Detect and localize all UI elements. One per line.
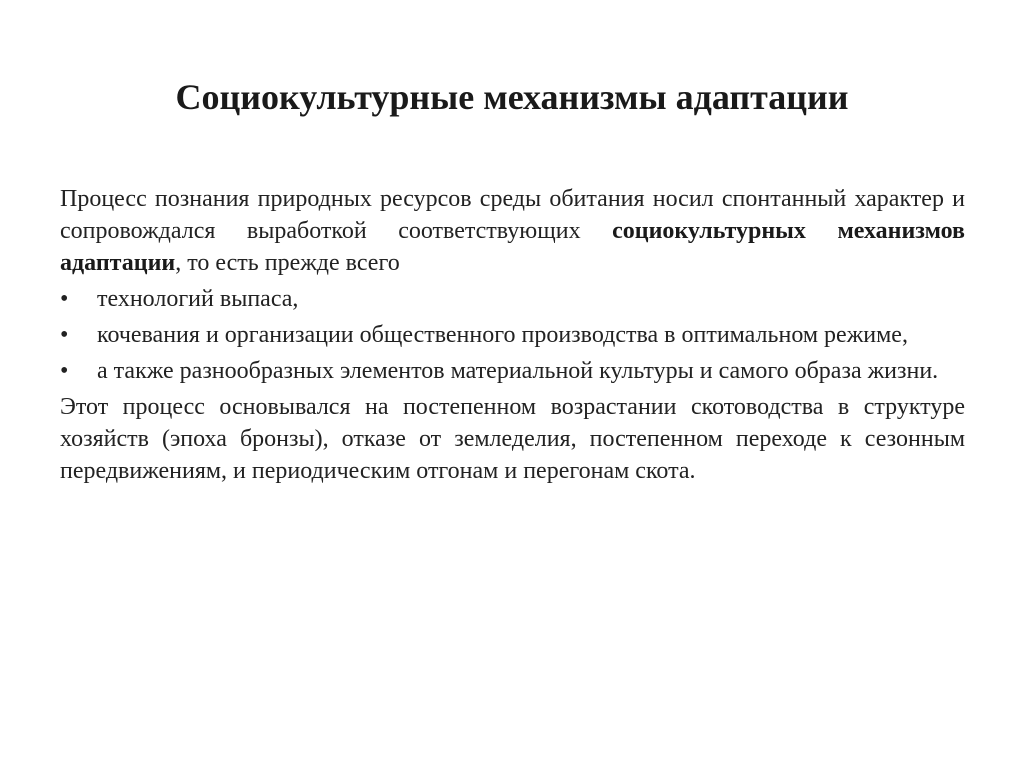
bullet-icon: • — [60, 286, 69, 312]
bullet-icon: • — [60, 322, 69, 348]
slide-title: Социокультурные механизмы адаптации — [175, 77, 849, 117]
intro-emphasis: социокультурных механизмов адаптации — [60, 218, 965, 276]
bullet-text: кочевания и организации общественного производства в оптимальном режиме, — [97, 322, 908, 348]
list-item — [60, 283, 965, 315]
bullet-text: технологий выпаса, — [97, 286, 299, 312]
intro-text-after: , то есть прежде всего — [175, 250, 400, 276]
bullet-text: а также разнообразных элементов материальной культуры и самого образа жизни. — [97, 358, 939, 384]
bullet-icon: • — [60, 358, 69, 384]
slide-body — [60, 183, 965, 487]
intro-paragraph — [60, 183, 965, 279]
intro-text-before: Процесс познания природных ресурсов среды обитания носил спонтанный характер и сопровождался выработкой соответствующих — [60, 186, 965, 244]
list-item — [60, 355, 965, 387]
bullet-list — [60, 283, 965, 387]
conclusion-paragraph: Этот процесс основывался на постепенном возрастании скотоводства в структуре хозяйств (эпоха бронзы), отказе от земледелия, постепенном переходе к сезонным передвижениям, и периодическим отгонам и перегонам скота. — [60, 394, 965, 484]
list-item — [60, 319, 965, 351]
